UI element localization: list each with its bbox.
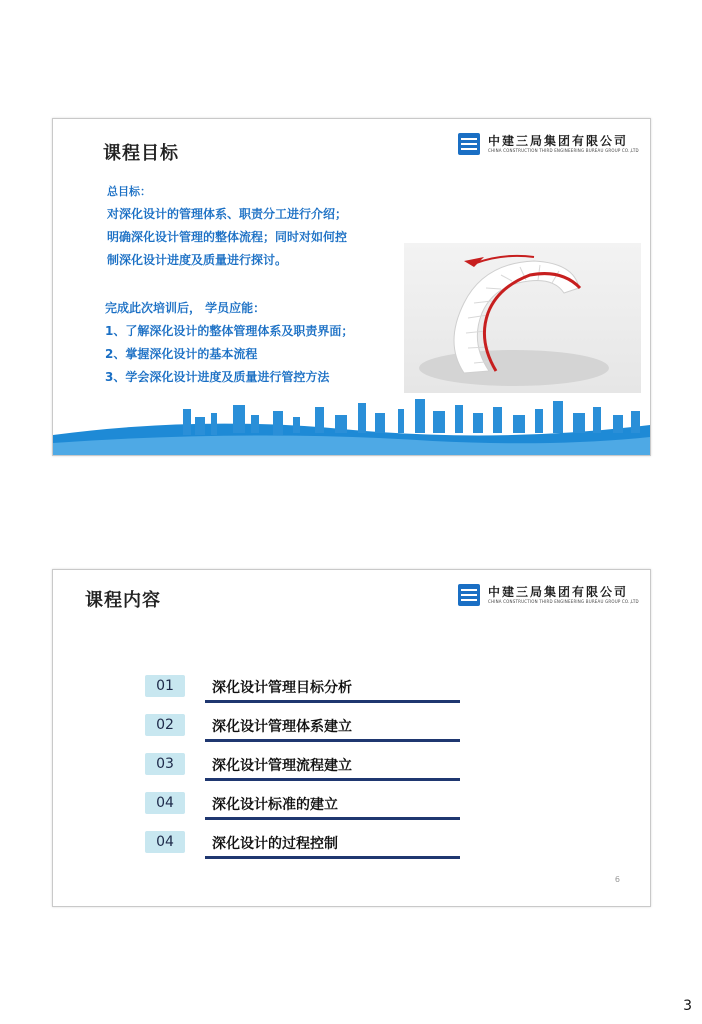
slide-course-objectives — [52, 118, 651, 456]
general-goal — [107, 181, 347, 272]
general-goal-line: 明确深化设计管理的整体流程；同时对如何控 — [107, 230, 348, 244]
company-name-en: CHINA CONSTRUCTION THIRD ENGINEERING BUREAU GROUP CO.,LTD — [488, 599, 639, 604]
toc-label: 深化设计标准的建立 — [212, 797, 338, 813]
learning-outcome-item: 3、学会深化设计进度及质量进行管控方法 — [105, 370, 330, 384]
toc-item — [145, 751, 470, 781]
toc-item — [145, 712, 470, 742]
learning-outcomes-heading: 完成此次培训后， 学员应能： — [105, 301, 266, 315]
company-name-en: CHINA CONSTRUCTION THIRD ENGINEERING BUREAU GROUP CO.,LTD — [488, 148, 639, 153]
toc-item — [145, 829, 470, 859]
city-skyline-banner — [53, 395, 650, 455]
toc-item — [145, 673, 470, 703]
learning-outcome-item: 2、掌握深化设计的基本流程 — [105, 347, 258, 361]
slide-number: 6 — [614, 875, 620, 884]
learning-outcomes — [105, 297, 353, 389]
toc-number: 04 — [145, 792, 185, 814]
spiral-staircase-image — [404, 243, 641, 393]
toc-label: 深化设计管理目标分析 — [212, 680, 352, 696]
slide-title: 课程目标 — [103, 143, 179, 164]
company-logo — [458, 584, 639, 608]
toc-label: 深化设计的过程控制 — [212, 836, 338, 852]
toc-underline — [205, 778, 460, 781]
general-goal-line: 对深化设计的管理体系、职责分工进行介绍； — [107, 207, 348, 221]
company-logo-icon — [458, 133, 480, 155]
general-goal-heading: 总目标： — [107, 185, 151, 198]
company-logo-icon — [458, 584, 480, 606]
company-name-cn: 中建三局集团有限公司 — [488, 585, 629, 599]
toc-label: 深化设计管理体系建立 — [212, 719, 352, 735]
toc-number: 03 — [145, 753, 185, 775]
slide-course-contents — [52, 569, 651, 907]
company-name-cn: 中建三局集团有限公司 — [488, 134, 629, 148]
toc-number: 01 — [145, 675, 185, 697]
toc-label: 深化设计管理流程建立 — [212, 758, 352, 774]
slide-title: 课程内容 — [85, 590, 161, 611]
learning-outcome-item: 1、了解深化设计的整体管理体系及职责界面； — [105, 324, 354, 338]
toc-item — [145, 790, 470, 820]
toc-underline — [205, 700, 460, 703]
toc-underline — [205, 856, 460, 859]
company-logo — [458, 133, 639, 157]
general-goal-line: 制深化设计进度及质量进行探讨。 — [107, 253, 288, 267]
toc-number: 04 — [145, 831, 185, 853]
page-number: 3 — [683, 998, 692, 1014]
toc-underline — [205, 739, 460, 742]
toc-number: 02 — [145, 714, 185, 736]
toc-underline — [205, 817, 460, 820]
